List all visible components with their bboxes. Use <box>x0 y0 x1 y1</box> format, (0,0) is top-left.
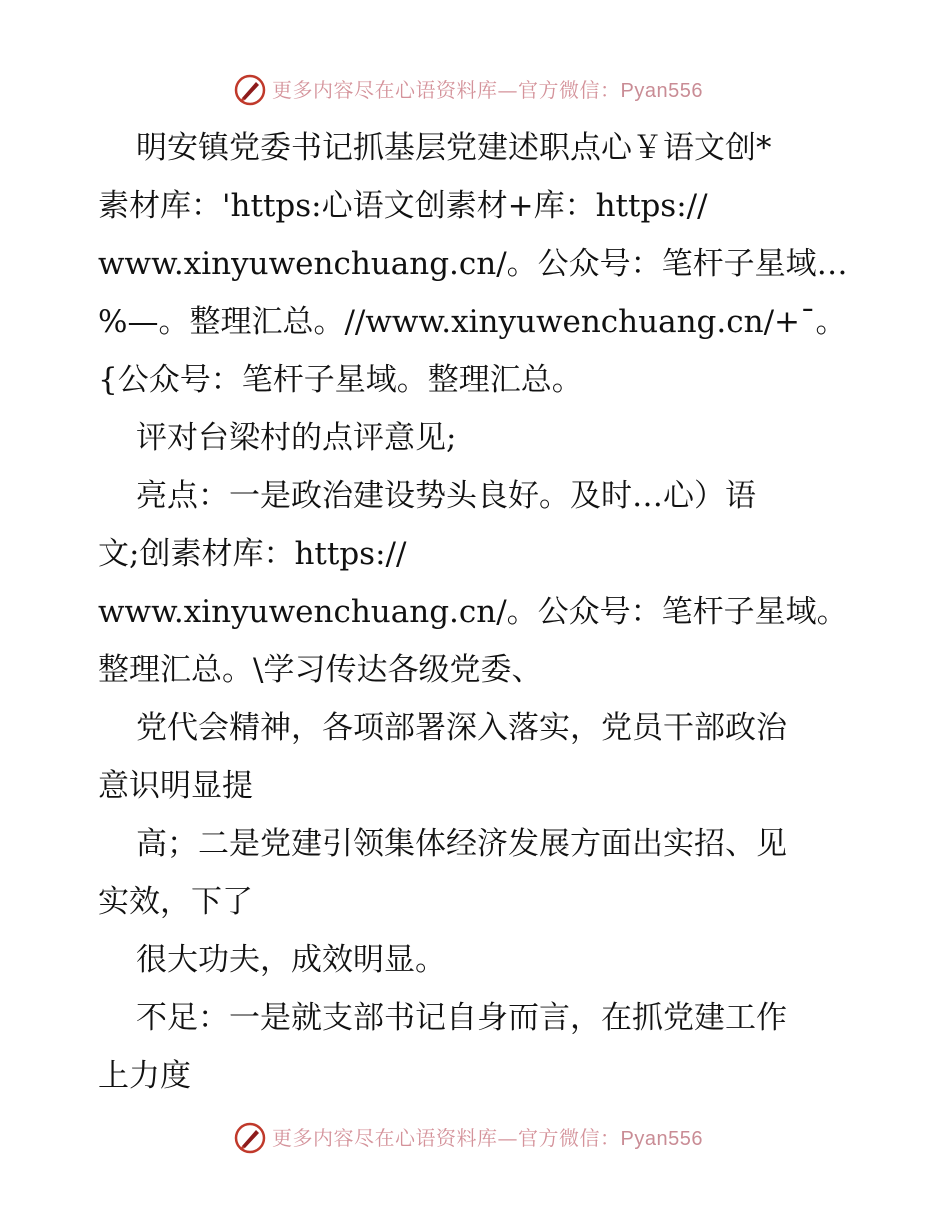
banner-wechat-id: Pyan556 <box>620 80 703 102</box>
body-line: 党代会精神，各项部署深入落实，党员干部政治 <box>136 710 787 746</box>
body-line: {公众号：笔杆子星域。整理汇总。 <box>98 362 583 398</box>
body-line: www.xinyuwenchuang.cn/。公众号：笔杆子星域。 <box>98 594 848 630</box>
body-line: 很大功夫，成效明显。 <box>136 942 446 978</box>
body-line: 明安镇党委书记抓基层党建述职点心￥语文创* <box>136 130 772 166</box>
body-line: www.xinyuwenchuang.cn/。公众号：笔杆子星域… <box>98 246 848 282</box>
body-line: 文;创素材库：https:// <box>98 536 407 572</box>
body-line: 亮点：一是政治建设势头良好。及时…心）语 <box>136 478 756 514</box>
footer-banner <box>0 1118 950 1158</box>
body-line: 素材库：'https:心语文创素材+库：https:// <box>98 188 708 224</box>
header-banner-text <box>272 77 703 104</box>
body-line: 整理汇总。\学习传达各级党委、 <box>98 652 543 688</box>
pen-circle-logo-icon <box>232 1120 268 1156</box>
header-banner <box>0 70 950 110</box>
banner-wechat-label: 官方微信： <box>518 1126 621 1150</box>
body-line: 高；二是党建引领集体经济发展方面出实招、见 <box>136 826 787 862</box>
body-line: 上力度 <box>98 1058 191 1094</box>
body-line: 实效，下了 <box>98 884 253 920</box>
pen-circle-logo-icon <box>232 72 268 108</box>
body-line: 评对台梁村的点评意见; <box>136 420 457 456</box>
banner-main-text: 更多内容尽在心语资料库— <box>272 1126 518 1150</box>
banner-main-text: 更多内容尽在心语资料库— <box>272 78 518 102</box>
banner-wechat-label: 官方微信： <box>518 78 621 102</box>
body-line: 意识明显提 <box>98 768 253 804</box>
banner-wechat-id: Pyan556 <box>620 1128 703 1150</box>
body-line: 不足：一是就支部书记自身而言，在抓党建工作 <box>136 1000 787 1036</box>
footer-banner-text <box>272 1125 703 1152</box>
body-line: %—。整理汇总。//www.xinyuwenchuang.cn/+¯。 <box>98 304 847 340</box>
